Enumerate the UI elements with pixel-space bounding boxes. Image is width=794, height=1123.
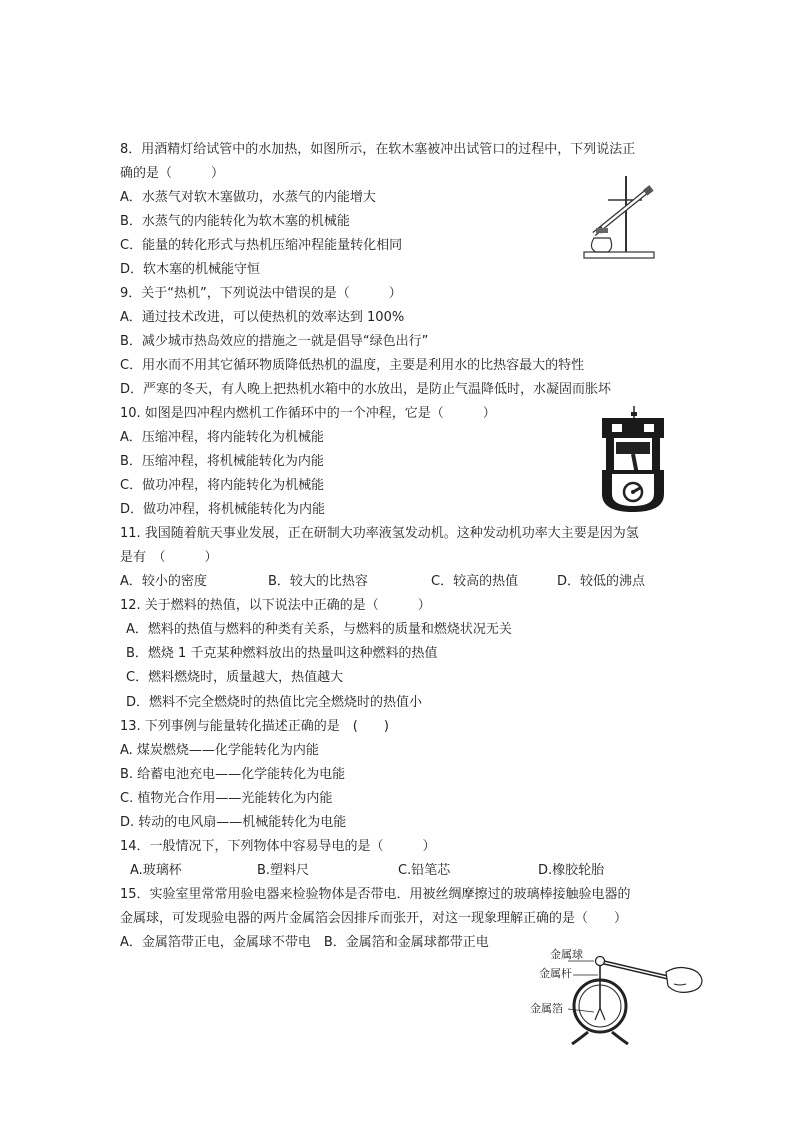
q10-option-c: C．做功冲程，将内能转化为机械能 — [120, 478, 325, 493]
q10-option-b: B．压缩冲程，将机械能转化为内能 — [120, 454, 324, 469]
electroscope-figure — [528, 944, 703, 1046]
q13-option-c: C. 植物光合作用——光能转化为内能 — [120, 791, 333, 806]
q15-stem-line1: 15．实验室里常常用验电器来检验物体是否带电．用被丝绸摩擦过的玻璃棒接触验电器的 — [120, 887, 631, 902]
q8-option-d: D．软木塞的机械能守恒 — [120, 262, 261, 277]
q14-option-a: A.玻璃杯 — [130, 863, 182, 878]
q8-stem-line1: 8．用酒精灯给试管中的水加热，如图所示，在软木塞被冲出试管口的过程中，下列说法正 — [120, 142, 636, 157]
q12-option-b: B．燃烧 1 千克某种燃料放出的热量叫这种燃料的热值 — [126, 646, 438, 661]
q8-option-c: C．能量的转化形式与热机压缩冲程能量转化相同 — [120, 238, 403, 253]
q10-option-d: D．做功冲程，将机械能转化为内能 — [120, 502, 326, 517]
q9-option-a: A．通过技术改进，可以使热机的效率达到 100% — [120, 310, 405, 325]
q14-stem: 14．一般情况下，下列物体中容易导电的是（ ） — [120, 839, 436, 854]
q9-option-d: D．严寒的冬天，有人晚上把热机水箱中的水放出，是防止气温降低时，水凝固而胀坏 — [120, 382, 612, 397]
q10-stem: 10. 如图是四冲程内燃机工作循环中的一个冲程，它是（ ） — [120, 406, 496, 421]
q9-stem: 9．关于“热机”，下列说法中错误的是（ ） — [120, 286, 402, 301]
label-metal-ball: 金属球 — [550, 948, 583, 961]
q15-stem-line2: 金属球，可发现验电器的两片金属箔会因排斥而张开，对这一现象理解正确的是（ ） — [120, 911, 628, 926]
q11-option-a: A．较小的密度 — [120, 574, 207, 589]
engine-stroke-figure — [598, 404, 668, 516]
q14-option-d: D.橡胶轮胎 — [538, 863, 605, 878]
q12-option-d: D．燃料不完全燃烧时的热值比完全燃烧时的热值小 — [126, 695, 423, 710]
q11-option-c: C．较高的热值 — [431, 574, 519, 589]
q13-option-d: D. 转动的电风扇——机械能转化为电能 — [120, 815, 347, 830]
q11-stem-line1: 11. 我国随着航天事业发展，正在研制大功率液氢发动机。这种发动机功率大主要是因为氢 — [120, 526, 639, 541]
q11-option-b: B．较大的比热容 — [268, 574, 368, 589]
q8-option-b: B．水蒸气的内能转化为软木塞的机械能 — [120, 214, 350, 229]
label-metal-rod: 金属杆 — [539, 967, 572, 980]
q9-option-c: C．用水而不用其它循环物质降低热机的温度，主要是利用水的比热容最大的特性 — [120, 358, 585, 373]
q10-option-a: A．压缩冲程，将内能转化为机械能 — [120, 430, 324, 445]
q11-option-d: D．较低的沸点 — [557, 574, 646, 589]
q9-option-b: B．减少城市热岛效应的措施之一就是倡导“绿色出行” — [120, 334, 429, 349]
q12-option-a: A．燃料的热值与燃料的种类有关系，与燃料的质量和燃烧状况无关 — [126, 622, 512, 637]
q14-option-c: C.铅笔芯 — [398, 863, 451, 878]
test-tube-heating-figure — [574, 172, 664, 262]
q12-option-c: C．燃料燃烧时，质量越大，热值越大 — [126, 670, 344, 685]
q13-option-a: A. 煤炭燃烧——化学能转化为内能 — [120, 743, 319, 758]
label-metal-foil: 金属箔 — [530, 1002, 563, 1015]
q15-options-ab: A．金属箔带正电，金属球不带电 B．金属箔和金属球都带正电 — [120, 935, 489, 950]
q12-stem: 12. 关于燃料的热值，以下说法中正确的是（ ） — [120, 598, 431, 613]
q8-option-a: A．水蒸气对软木塞做功，水蒸气的内能增大 — [120, 190, 376, 205]
q8-stem-line2: 确的是（ ） — [120, 166, 225, 181]
q11-stem-line2: 是有 （ ） — [120, 550, 218, 565]
q13-stem: 13. 下列事例与能量转化描述正确的是 ( ) — [120, 719, 389, 734]
q13-option-b: B. 给蓄电池充电——化学能转化为电能 — [120, 767, 346, 782]
q14-option-b: B.塑料尺 — [257, 863, 310, 878]
